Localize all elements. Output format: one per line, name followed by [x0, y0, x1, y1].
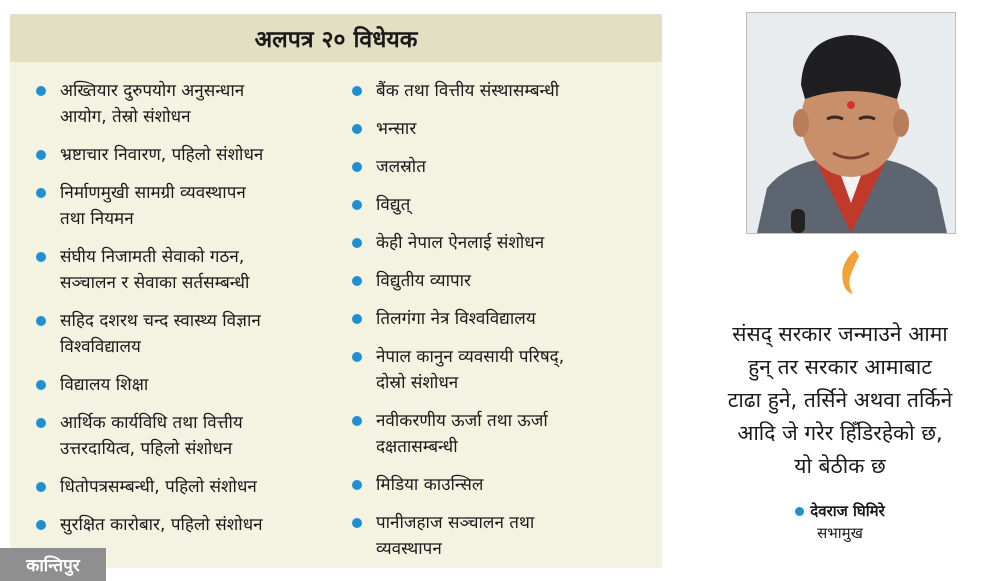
quote-line: हुन् तर सरकार आमाबाट: [748, 355, 932, 379]
bill-line: पानीजहाज सञ्चालन तथा: [376, 513, 535, 533]
bill-line: विद्युत्: [376, 195, 411, 215]
quote-attribution: [690, 500, 990, 544]
author-role: सभामुख: [817, 524, 863, 542]
bullet-icon: [352, 276, 362, 286]
bill-line: अख्तियार दुरुपयोग अनुसन्धान: [60, 81, 245, 101]
bullet-icon: [352, 416, 362, 426]
bill-line: तथा नियमन: [60, 209, 134, 229]
bill-item: [32, 372, 332, 398]
bill-line: भ्रष्टाचार निवारण, पहिलो संशोधन: [60, 145, 264, 165]
bill-item: [348, 192, 660, 218]
speaker-portrait-image: [747, 13, 955, 233]
kantipur-logo: [0, 548, 106, 581]
bill-list-right: [348, 78, 660, 574]
bill-line: धितोपत्रसम्बन्धी, पहिलो संशोधन: [60, 477, 257, 497]
bill-line: मिडिया काउन्सिल: [376, 475, 484, 495]
bill-item: [348, 510, 660, 562]
bullet-icon: [795, 507, 804, 516]
bill-line: उत्तरदायित्व, पहिलो संशोधन: [60, 439, 233, 459]
bill-item: [348, 344, 660, 396]
bill-item: [348, 154, 660, 180]
bill-line: नेपाल कानुन व्यवसायी परिषद्,: [376, 347, 565, 367]
panel-header: [10, 14, 662, 62]
bill-line: दोस्रो संशोधन: [376, 373, 459, 393]
bullet-icon: [352, 124, 362, 134]
bill-item: [32, 308, 332, 360]
bill-item: [348, 472, 660, 498]
quote-line: टाढा हुने, तर्सिने अथवा तर्किने: [727, 388, 953, 412]
quote-line: संसद् सरकार जन्माउने आमा: [732, 322, 948, 346]
bill-item: [348, 78, 660, 104]
bullet-icon: [352, 162, 362, 172]
speaker-photo: [746, 12, 956, 234]
bullet-icon: [352, 352, 362, 362]
bullet-icon: [36, 150, 46, 160]
bullet-icon: [352, 480, 362, 490]
bullet-icon: [352, 238, 362, 248]
bill-item: [348, 268, 660, 294]
bill-line: सहिद दशरथ चन्द स्वास्थ्य विज्ञान: [60, 311, 261, 331]
bill-item: [348, 408, 660, 460]
bills-panel: [10, 14, 662, 568]
bill-item: [32, 410, 332, 462]
bill-line: व्यवस्थापन: [376, 539, 442, 559]
bill-item: [348, 306, 660, 332]
bill-line: तिलगंगा नेत्र विश्वविद्यालय: [376, 309, 536, 329]
bullet-icon: [36, 86, 46, 96]
bill-line: संघीय निजामती सेवाको गठन,: [60, 247, 245, 267]
bill-line: दक्षतासम्बन्धी: [376, 437, 458, 457]
bullet-icon: [36, 418, 46, 428]
bill-item: [32, 244, 332, 296]
bill-line: जलस्रोत: [376, 157, 426, 177]
bullet-icon: [36, 380, 46, 390]
bill-item: [32, 142, 332, 168]
bill-item: [32, 78, 332, 130]
quote-text: [690, 318, 990, 483]
panel-title: अलपत्र २० विधेयक: [254, 27, 418, 53]
bill-item: [32, 474, 332, 500]
bullet-icon: [352, 314, 362, 324]
bill-list-left: [32, 78, 332, 550]
quote-mark-icon: [837, 248, 861, 296]
bullet-icon: [36, 520, 46, 530]
bullet-icon: [36, 188, 46, 198]
bill-line: निर्माणमुखी सामग्री व्यवस्थापन: [60, 183, 246, 203]
bill-line: विद्युतीय व्यापार: [376, 271, 472, 291]
logo-text: कान्तिपुर: [26, 556, 80, 576]
bill-item: [348, 116, 660, 142]
bill-line: विश्वविद्यालय: [60, 337, 141, 357]
bullet-icon: [352, 86, 362, 96]
quote-line: यो बेठीक छ: [794, 454, 886, 478]
bullet-icon: [36, 252, 46, 262]
bill-line: नवीकरणीय ऊर्जा तथा ऊर्जा: [376, 411, 548, 431]
bill-item: [348, 230, 660, 256]
bill-line: आयोग, तेस्रो संशोधन: [60, 107, 191, 127]
bill-line: बैंक तथा वित्तीय संस्थासम्बन्धी: [376, 81, 560, 101]
bill-line: सञ्चालन र सेवाका सर्तसम्बन्धी: [60, 273, 250, 293]
bill-item: [32, 180, 332, 232]
bill-line: सुरक्षित कारोबार, पहिलो संशोधन: [60, 515, 263, 535]
quote-line: आदि जे गरेर हिँडिरहेको छ,: [737, 421, 943, 445]
bullet-icon: [352, 518, 362, 528]
bill-line: आर्थिक कार्यविधि तथा वित्तीय: [60, 413, 243, 433]
author-name: देवराज घिमिरे: [810, 502, 885, 520]
bill-item: [32, 512, 332, 538]
bullet-icon: [352, 200, 362, 210]
bill-line: विद्यालय शिक्षा: [60, 375, 149, 395]
bullet-icon: [36, 316, 46, 326]
bill-line: केही नेपाल ऐनलाई संशोधन: [376, 233, 545, 253]
bill-line: भन्सार: [376, 119, 417, 139]
bullet-icon: [36, 482, 46, 492]
